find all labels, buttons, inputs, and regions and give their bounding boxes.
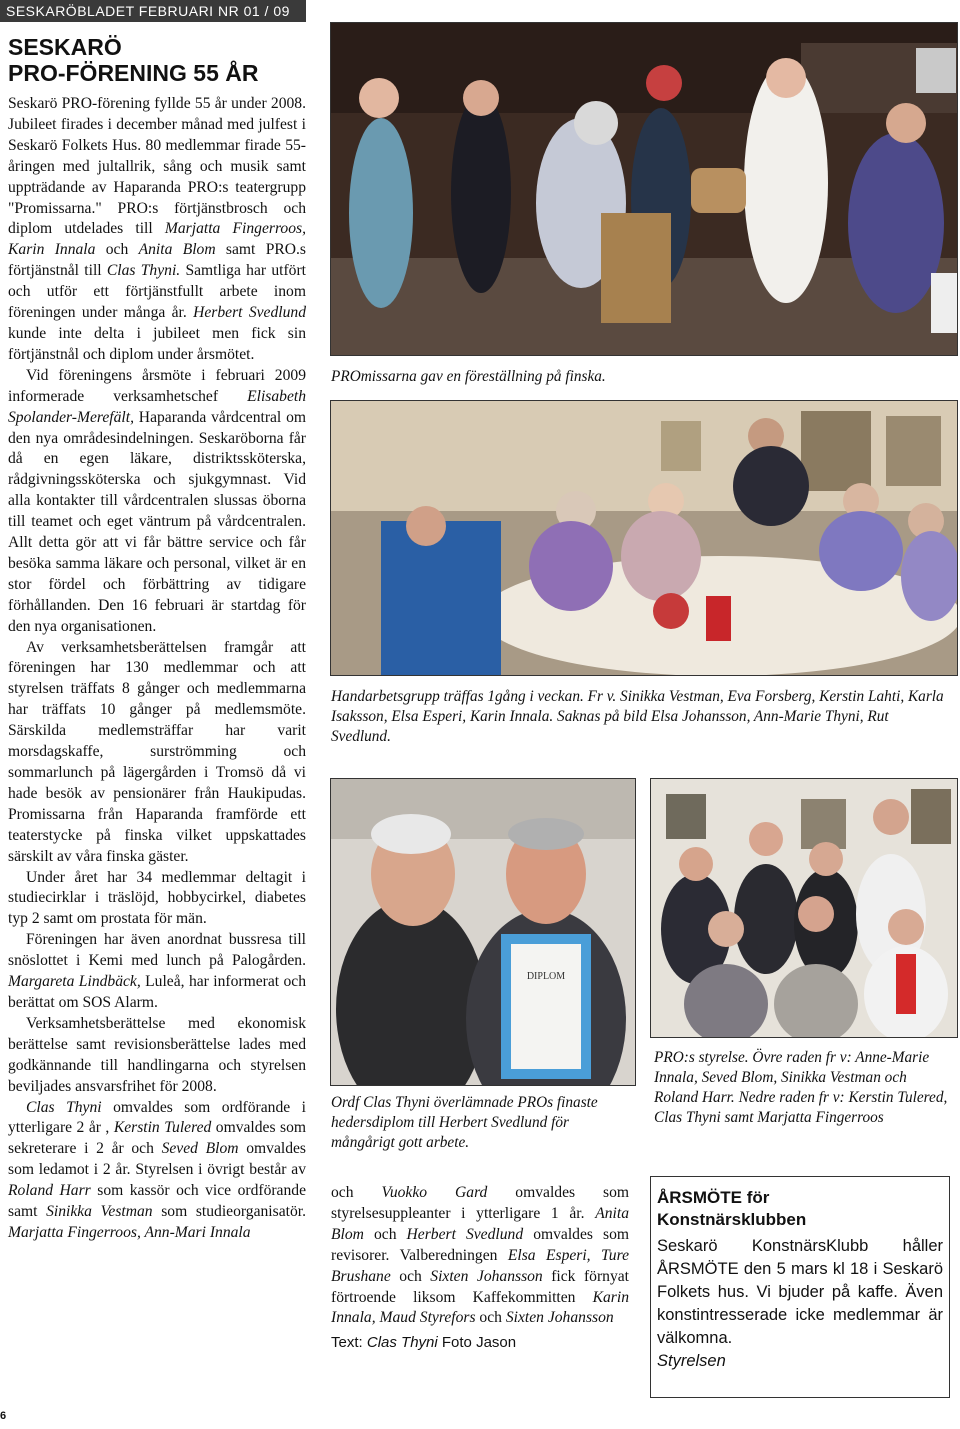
text-run: samt PRO.s förtjänstnål till [8,241,306,280]
text-run: Föreningen har även anordnat bussresa till snöslottet i Kemi med lunch på Palogården. [8,931,306,970]
photo-theater-group [330,22,958,356]
notice-box [650,1176,950,1398]
italic-name: Kerstin Tulered [113,1119,212,1137]
italic-name: Sinikka Vestman [46,1203,153,1221]
paragraph [8,638,306,868]
text-run: Seskarö PRO-förening fyllde 55 år under 2008. Jubileet firades i december månad med julfest i Seskarö Folkets Hus. 80 medlemmar firade 55-åringen med jultallrik, sång och musik samt uppträdande av Haparanda PRO:s teatergrupp "Promissarna." PRO:s förtjänstbrosch och diplom utdelades till [8,95,306,238]
masthead: SESKARÖBLADET FEBRUARI NR 01 / 09 [0,0,306,22]
text-run: omvaldes som sekreterare i 2 år och [8,1119,307,1158]
italic-name: Sixten Johansson [505,1309,614,1327]
paragraph [8,1014,306,1098]
notice-title-line-1: ÅRSMÖTE för [657,1188,770,1207]
paragraph [8,930,306,1014]
notice-title-line-2: Konstnärsklubben [657,1210,807,1229]
italic-name: Herbert Svedlund [193,304,306,322]
text-run: Vid föreningens årsmöte i februari 2009 informerade verksamhetschef [8,366,306,405]
italic-name: Margareta Lindbäck, [8,973,141,991]
italic-name: Clas Thyni [26,1098,102,1116]
paragraph [8,366,306,638]
italic-name: Seved Blom [161,1140,239,1158]
text-run: som studieorganisatör. [152,1203,306,1221]
italic-name: Roland Harr [8,1182,91,1200]
text-run: och [475,1309,506,1327]
diploma-text: DIPLOM [526,971,566,982]
paragraph [331,1183,629,1329]
italic-name: Karin Innala, Maud Styrefors [331,1288,629,1327]
photo-caption: Ordf Clas Thyni överlämnade PROs finaste hedersdiplom till Herbert Svedlund för mångårigt gott arbete. [331,1094,598,1151]
text-run: och [390,1267,431,1285]
text-run: Samtliga har utfört och utför ett förtjänstfullt arbete inom föreningen under många år. [8,262,306,322]
photo-handicraft-group [330,400,958,676]
photo-board-members [650,778,958,1038]
text-run: omvaldes som ordförande i ytterligare 2 år , [8,1098,306,1137]
text-run: Verksamhetsberättelse med ekonomisk berättelse samt revisionsberättelse lades med godkännande till handlingarna och styrelsen beviljades ansvarsfrihet för 2008. [8,1014,306,1095]
text-run: Luleå, har informerat och berättat om SOS Alarm. [8,973,306,1011]
page-number: 6 [0,1410,7,1422]
italic-name: Marjatta Fingerroos, Ann-Mari Innala [8,1223,251,1241]
text-run: omvaldes som ledamot i 2 år. Styrelsen i övrigt består av [8,1140,306,1179]
text-run: Under året har 34 medlemmar deltagit i studiecirklar i träslöjd, hobbycirkel, diabetes typ 2 samt om prostata för män. [8,868,306,928]
paragraph [8,1098,306,1244]
text-run: fick förnyat förtroende liksom Kaffekommitten [331,1267,629,1306]
text-run: och [363,1225,407,1243]
italic-name: Anita Blom [138,241,216,259]
headline-line-1: SESKARÖ [8,34,122,60]
text-run: omvaldes som styrelsesuppleanter i ytterligare 1 år. [331,1184,630,1222]
italic-name: Clas Thyni. [106,262,181,280]
notice-body: Seskarö KonstnärsKlubb håller ÅRSMÖTE den 5 mars kl 18 i Seskarö Folkets hus. Vi bjuder på kaffe. Även konstintresserade icke medlemmar är välkomna. [657,1237,943,1347]
italic-name: Elsa Esperi, Ture Brushane [331,1246,630,1285]
paragraph [8,94,306,366]
paragraph [8,868,306,931]
italic-name: Anita Blom [331,1204,629,1243]
text-run: som kassör och vice ordförande samt [8,1182,306,1221]
photo-caption: Handarbetsgrupp träffas 1gång i veckan. Fr v. Sinikka Vestman, Eva Forsberg, Kerstin Lahti, Karla Isaksson, Elsa Esperi, Karin Innala. Saknas på bild Elsa Johansson, Ann-Marie Thyni, Rut Svedlund. [331,688,944,745]
photo-diploma-presentation [330,778,636,1086]
text-run: Haparanda vårdcentral om den nya områdesindelningen. Seskaröborna får då en egen läkare, distriktssköterska, rådgivningssköterska och sjukgymnast. Vid alla kontakter till vårdcentralen slussas öborna till teamet och eget väntrum på vårdcentralen. Allt detta gör att vi får bättre service och får besöka samma läkare och personal, vilket är en stor fördel och förbättring av tidigare förhållanden. Den 16 februari är startdag för den nya organisationen. [8,408,306,635]
photo-caption: PROmissarna gav en föreställning på finska. [331,368,606,385]
text-run: omvaldes som revisorer. Valberedningen [331,1225,630,1264]
notice-signature: Styrelsen [657,1352,726,1370]
italic-name: Sixten Johansson [430,1267,543,1285]
photo-caption: PRO:s styrelse. Övre raden fr v: Anne-Marie Innala, Seved Blom, Sinikka Vestman och Roland Harr. Nedre raden fr v: Kerstin Tulered, Clas Thyni samt Marjatta Fingerroos [654,1049,948,1126]
byline [331,1333,629,1354]
italic-name: Marjatta Fingerroos, Karin Innala [8,220,306,259]
text-run: kunde inte delta i jubileet men fick sin förtjänstnål och diplom under årsmötet. [8,324,306,363]
italic-name: Elisabeth Spolander-Merefält, [8,387,306,426]
article-body-left-column [8,94,306,1244]
text-run: Foto Jason [437,1334,517,1352]
italic-name: Herbert Svedlund [406,1225,524,1243]
text-run: och [331,1184,382,1201]
text-run: Av verksamhetsberättelsen framgår att föreningen har 130 medlemmar och att styrelsen träffats 8 gånger och medlemmarna har träffats 10 gånger på medlemsmöte. Särskilda medlemsträffar har varit morsdagskaffe, surströmming och sommarlunch på lägergården i Tromsö då vi hade besök av pensionärer från Haukipudas. Promissarna från Haparanda framförde ett teaterstycke på finska vilket uppskattades särskilt av våra finska gäster. [8,638,306,865]
article-headline [8,34,308,86]
italic-name: Clas Thyni [366,1334,438,1352]
italic-name: Vuokko Gard [381,1184,488,1201]
headline-line-2: PRO-FÖRENING 55 ÅR [8,60,259,86]
notice-title [657,1187,943,1231]
text-run: och [95,241,139,259]
text-run: Text: [331,1334,367,1352]
article-body-middle-column [331,1183,629,1354]
